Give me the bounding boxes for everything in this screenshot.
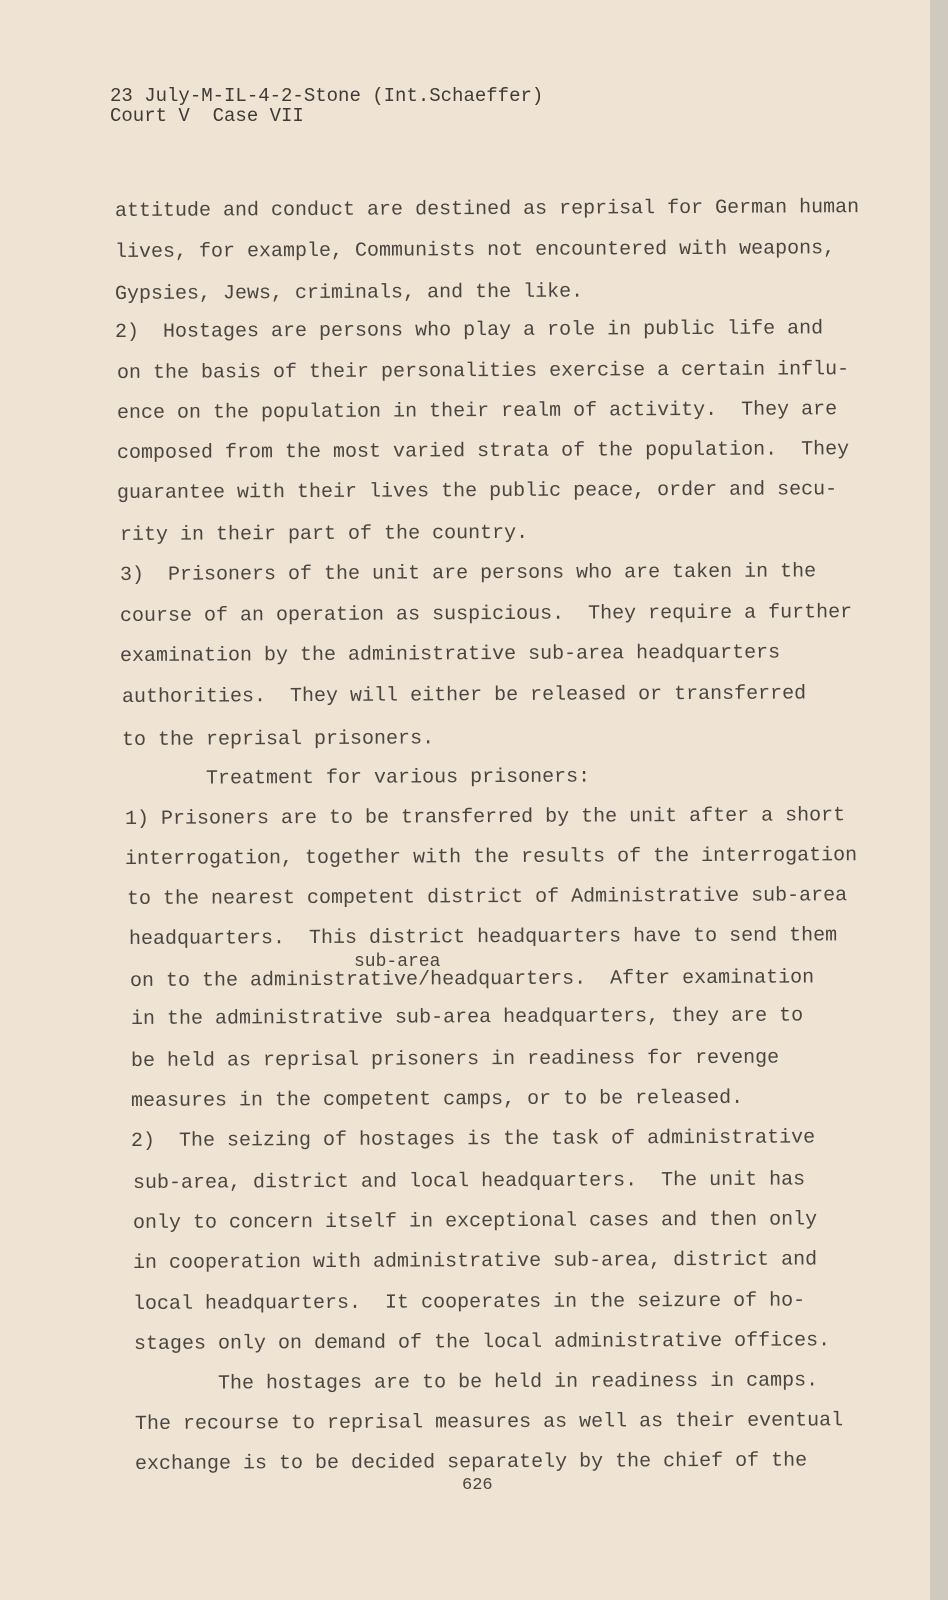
text-line: headquarters. This district headquarters have to send them xyxy=(128,924,838,951)
text-line: only to concern itself in exceptional cases and then only xyxy=(132,1208,818,1235)
text-line: stages only on demand of the local administrative offices. xyxy=(133,1329,831,1356)
header-court-case: Court V Case VII xyxy=(110,105,304,127)
text-line: guarantee with their lives the public peace, order and secu- xyxy=(116,478,838,505)
header-reference: 23 July-M-IL-4-2-Stone (Int.Schaeffer) xyxy=(110,85,544,107)
text-line: to the reprisal prisoners. xyxy=(121,727,435,752)
text-line: 3) Prisoners of the unit are persons who are taken in the xyxy=(119,560,817,587)
text-line: The recourse to reprisal measures as well as their eventual xyxy=(134,1409,844,1436)
text-line: Treatment for various prisoners: xyxy=(121,765,591,791)
text-line: ence on the population in their realm of activity. They are xyxy=(116,398,838,425)
text-line: 2) The seizing of hostages is the task of administrative xyxy=(130,1126,816,1153)
text-line: local headquarters. It cooperates in the seizure of ho- xyxy=(132,1289,806,1316)
text-line: sub-area, district and local headquarters. The unit has xyxy=(132,1168,806,1195)
text-line: in the administrative sub-area headquarters, they are to xyxy=(130,1004,804,1031)
text-line: rity in their part of the country. xyxy=(119,521,529,547)
text-line: 2) Hostages are persons who play a role in public life and xyxy=(114,317,824,344)
text-line: Gypsies, Jews, criminals, and the like. xyxy=(114,280,584,306)
text-line: on the basis of their personalities exercise a certain influ- xyxy=(116,358,850,385)
text-line: lives, for example, Communists not encountered with weapons, xyxy=(114,237,836,264)
text-line: composed from the most varied strata of the population. They xyxy=(116,438,850,465)
text-line: examination by the administrative sub-area headquarters xyxy=(119,641,781,668)
text-line: interrogation, together with the results of the interrogation xyxy=(124,844,858,871)
text-line: measures in the competent camps, or to be released. xyxy=(130,1086,744,1113)
text-line: on to the administrative/headquarters. After examination xyxy=(129,966,815,993)
text-line: to the nearest competent district of Administrative sub-area xyxy=(126,884,848,911)
text-line: be held as reprisal prisoners in readiness for revenge xyxy=(130,1046,780,1073)
text-line: attitude and conduct are destined as reprisal for German human xyxy=(114,196,860,223)
text-line: authorities. They will either be released or transferred xyxy=(121,682,807,709)
interlinear-insertion: sub-area xyxy=(354,952,441,972)
text-line: course of an operation as suspicious. They require a further xyxy=(119,601,853,628)
page-number: 626 xyxy=(462,1476,493,1495)
text-line: The hostages are to be held in readiness in camps. xyxy=(133,1369,819,1396)
text-line: in cooperation with administrative sub-area, district and xyxy=(132,1248,818,1275)
text-line: exchange is to be decided separately by the chief of the xyxy=(134,1449,808,1476)
text-line: 1) Prisoners are to be transferred by the unit after a short xyxy=(124,804,846,831)
